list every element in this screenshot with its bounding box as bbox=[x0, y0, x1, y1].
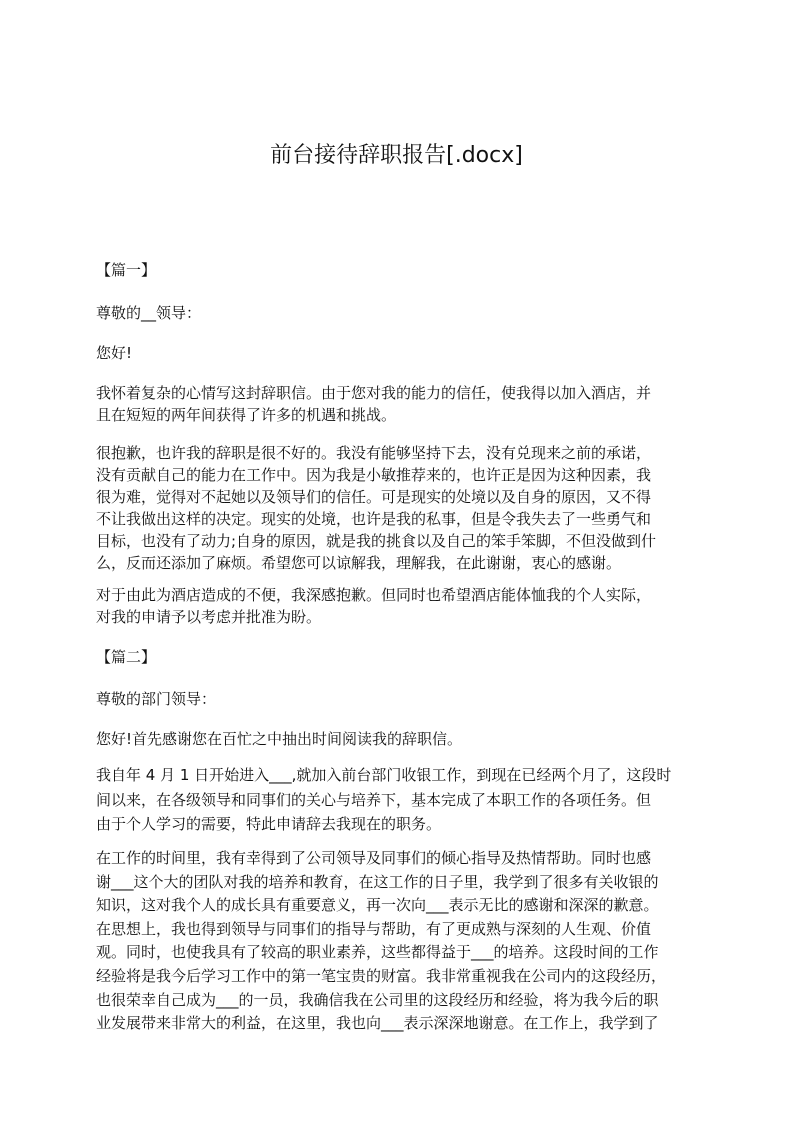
paragraph-line: 不让我做出这样的决定。现实的处境，也许是我的私事，但是令我失去了一些勇气和 bbox=[96, 510, 652, 528]
document-title: 前台接待辞职报告[.docx] bbox=[270, 143, 523, 168]
paragraph-line: 对于由此为酒店造成的不便，我深感抱歉。但同时也希望酒店能体恤我的个人实际， bbox=[96, 586, 652, 604]
paragraph bbox=[96, 763, 671, 837]
paragraph-line: 目标，也没有了动力;自身的原因，就是我的挑食以及自己的笨手笨脚，不但没做到什 bbox=[96, 532, 657, 550]
salutation-2: 尊敬的部门领导： bbox=[96, 690, 217, 708]
paragraph-line: 我怀着复杂的心情写这封辞职信。由于您对我的能力的信任，使我得以加入酒店，并 bbox=[96, 384, 652, 402]
paragraph-line: 对我的申请予以考虑并批准为盼。 bbox=[96, 608, 322, 626]
section-heading-1: 【篇一】 bbox=[96, 261, 157, 279]
paragraph-line: 谢___这个大的团队对我的培养和教育，在这工作的日子里，我学到了很多有关收银的 bbox=[96, 872, 659, 891]
paragraph-line: 很为难，觉得对不起她以及领导们的信任。可是现实的处境以及自身的原因，又不得 bbox=[96, 488, 652, 506]
paragraph-line: 么，反而还添加了麻烦。希望您可以谅解我，理解我，在此谢谢，衷心的感谢。 bbox=[96, 554, 622, 572]
paragraph-line: 没有贡献自己的能力在工作中。因为我是小敏推荐来的，也许正是因为这种因素，我 bbox=[96, 466, 652, 484]
paragraph-line: 也很荣幸自己成为___的一员，我确信我在公司里的这段经历和经验，将为我今后的职 bbox=[96, 990, 659, 1009]
paragraph-line: 间以来，在各级领导和同事们的关心与培养下，基本完成了本职工作的各项任务。但 bbox=[96, 790, 652, 809]
paragraph-line: 我自年 4 月 1 日开始进入___,就加入前台部门收银工作，到现在已经两个月了，这段时 bbox=[96, 766, 672, 784]
paragraph-line: 在思想上，我也得到领导与同事们的指导与帮助，有了更成熟与深刻的人生观、价值 bbox=[96, 919, 652, 938]
paragraph-line: 经验将是我今后学习工作中的第一笔宝贵的财富。我非常重视我在公司内的这段经历， bbox=[96, 966, 667, 985]
greeting-2: 您好!首先感谢您在百忙之中抽出时间阅读我的辞职信。 bbox=[96, 730, 463, 748]
paragraph bbox=[96, 442, 656, 574]
paragraph-line: 在工作的时间里，我有幸得到了公司领导及同事们的倾心指导及热情帮助。同时也感 bbox=[96, 849, 652, 867]
paragraph-line: 业发展带来非常大的利益，在这里，我也向___表示深深地谢意。在工作上，我学到了 bbox=[96, 1014, 659, 1033]
section-heading-2: 【篇二】 bbox=[96, 648, 157, 666]
salutation-1: 尊敬的__领导： bbox=[96, 304, 202, 322]
paragraph bbox=[96, 584, 651, 628]
greeting-1: 您好! bbox=[96, 344, 133, 362]
paragraph-line: 很抱歉，也许我的辞职是很不好的。我没有能够坚持下去，没有兑现来之前的承诺， bbox=[96, 444, 652, 462]
paragraph-line: 且在短短的两年间获得了许多的机遇和挑战。 bbox=[96, 406, 397, 424]
paragraph-line: 由于个人学习的需要，特此申请辞去我现在的职务。 bbox=[96, 815, 442, 833]
paragraph bbox=[96, 847, 666, 1036]
paragraph bbox=[96, 382, 651, 426]
paragraph-line: 知识，这对我个人的成长具有重要意义，再一次向___表示无比的感谢和深深的歉意。 bbox=[96, 896, 659, 915]
paragraph-line: 观。同时，也使我具有了较高的职业素养，这些都得益于___的培养。这段时间的工作 bbox=[96, 943, 659, 962]
